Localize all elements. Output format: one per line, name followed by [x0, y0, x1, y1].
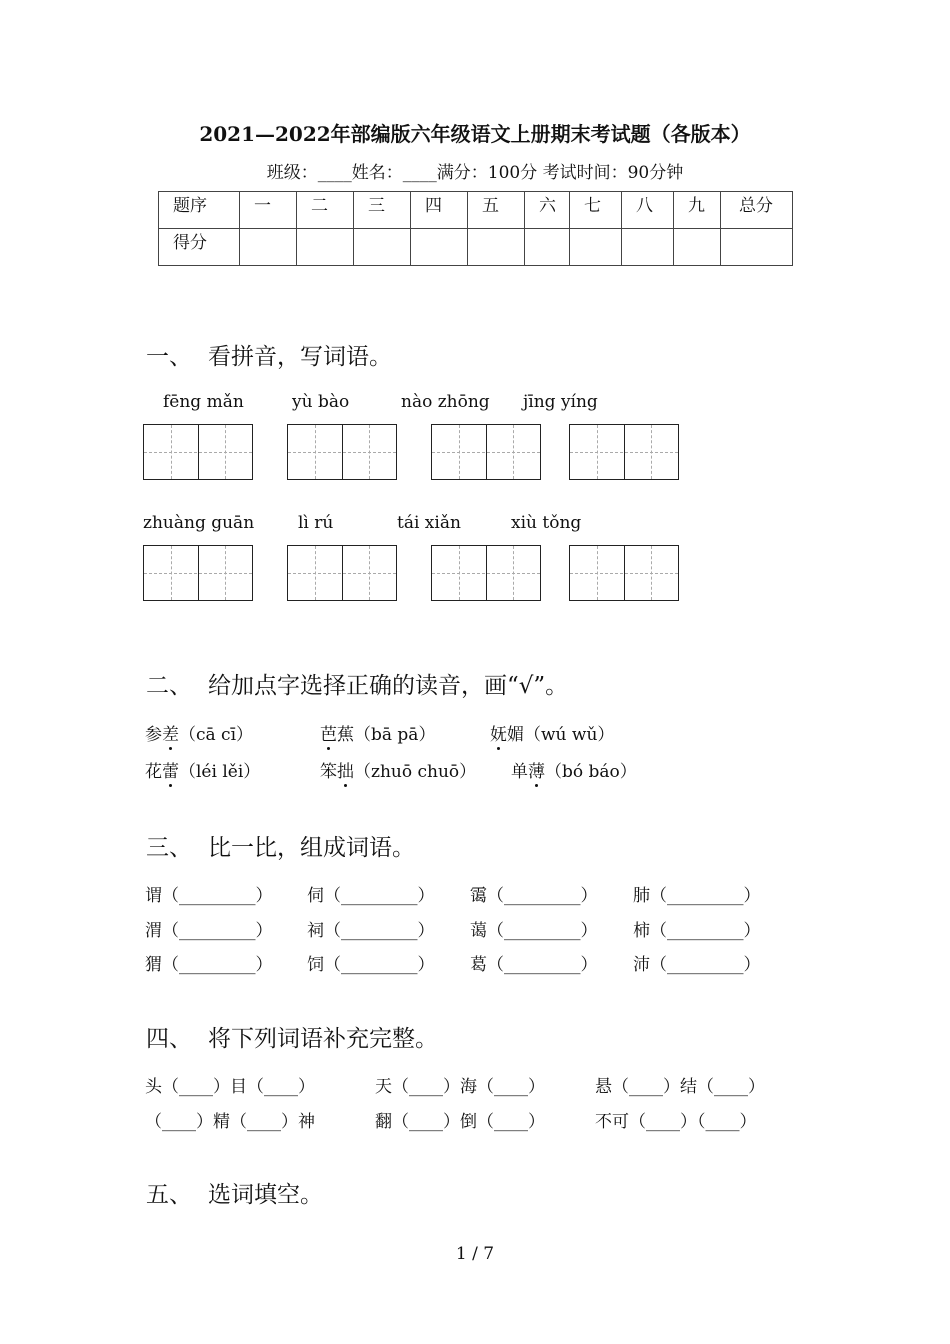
- section-number: 五、: [146, 1182, 192, 1208]
- fill-blank[interactable]: 翻（____）倒（____）: [375, 1112, 545, 1132]
- fill-blank[interactable]: 饲（_________）: [307, 955, 435, 975]
- dotted-char: 拙: [337, 757, 354, 782]
- page-title: 2021—2022年部编版六年级语文上册期末考试题（各版本）: [199, 122, 751, 146]
- score-cell[interactable]: [468, 229, 525, 266]
- fill-blank[interactable]: 猬（_________）: [145, 955, 273, 975]
- score-cell[interactable]: [525, 229, 570, 266]
- score-cell[interactable]: [721, 229, 793, 266]
- pinyin-label: nào zhōng: [401, 392, 490, 412]
- reading-item[interactable]: 妩媚（wú wǔ）: [490, 720, 614, 745]
- fill-blank[interactable]: 肺（_________）: [633, 886, 761, 906]
- section-number: 四、: [146, 1026, 192, 1052]
- table-cell: 五: [468, 192, 525, 229]
- pinyin-label: zhuàng guān: [143, 513, 255, 533]
- pinyin-label: tái xiǎn: [397, 513, 461, 533]
- fill-blank[interactable]: 不可（____）（____）: [595, 1112, 757, 1132]
- table-cell: 七: [570, 192, 622, 229]
- score-cell[interactable]: [622, 229, 674, 266]
- writing-grid[interactable]: [287, 424, 397, 480]
- fill-blank[interactable]: 霭（_________）: [470, 886, 598, 906]
- table-cell: 得分: [159, 229, 240, 266]
- reading-item[interactable]: 芭蕉（bā pā）: [320, 720, 435, 745]
- table-row: [159, 192, 793, 229]
- section-number: 三、: [146, 835, 192, 861]
- dotted-char: 薄: [528, 757, 545, 782]
- fill-blank[interactable]: 柿（_________）: [633, 921, 761, 941]
- section-5-heading: [146, 1176, 323, 1209]
- writing-grid[interactable]: [431, 424, 541, 480]
- fill-blank[interactable]: 悬（____）结（____）: [595, 1077, 765, 1097]
- dotted-char: 蕾: [162, 757, 179, 782]
- score-cell[interactable]: [240, 229, 297, 266]
- fill-blank[interactable]: 谓（_________）: [145, 886, 273, 906]
- score-cell[interactable]: [674, 229, 721, 266]
- fill-blank[interactable]: 葛（_________）: [470, 955, 598, 975]
- table-row: [159, 229, 793, 266]
- dotted-char: 芭: [320, 720, 337, 745]
- score-cell[interactable]: [411, 229, 468, 266]
- section-1-heading: [146, 338, 392, 371]
- table-cell: 三: [354, 192, 411, 229]
- page-number: 1 / 7: [455, 1244, 495, 1264]
- section-title: 将下列词语补充完整。: [208, 1026, 438, 1052]
- score-cell[interactable]: [570, 229, 622, 266]
- writing-grid[interactable]: [431, 545, 541, 601]
- fill-blank[interactable]: 天（____）海（____）: [375, 1077, 545, 1097]
- fill-blank[interactable]: 沛（_________）: [633, 955, 761, 975]
- pinyin-label: fēng mǎn: [163, 392, 244, 412]
- writing-grid[interactable]: [143, 545, 253, 601]
- table-cell: 四: [411, 192, 468, 229]
- fill-blank[interactable]: 头（____）目（____）: [145, 1077, 315, 1097]
- pinyin-label: lì rú: [298, 513, 334, 533]
- writing-grid[interactable]: [569, 424, 679, 480]
- pronunciation-options[interactable]: （cā cī）: [179, 725, 254, 745]
- score-table: [158, 191, 793, 266]
- score-cell[interactable]: [297, 229, 354, 266]
- score-cell[interactable]: [354, 229, 411, 266]
- fill-blank[interactable]: 祠（_________）: [307, 921, 435, 941]
- fill-blank[interactable]: 蔼（_________）: [470, 921, 598, 941]
- section-number: 二、: [146, 673, 192, 699]
- pinyin-label: jīng yíng: [523, 392, 598, 412]
- fill-blank[interactable]: （____）精（____）神: [145, 1112, 315, 1132]
- table-cell: 一: [240, 192, 297, 229]
- reading-item[interactable]: 花蕾（léi lěi）: [145, 757, 260, 782]
- reading-item[interactable]: 单薄（bó báo）: [511, 757, 637, 782]
- pinyin-label: yù bào: [292, 392, 350, 412]
- reading-item[interactable]: 笨拙（zhuō chuō）: [320, 757, 476, 782]
- pinyin-label: xiù tǒng: [511, 513, 582, 533]
- fill-blank[interactable]: 伺（_________）: [307, 886, 435, 906]
- section-title: 选词填空。: [208, 1182, 323, 1208]
- pronunciation-options[interactable]: （bó báo）: [545, 762, 637, 782]
- section-title: 比一比，组成词语。: [208, 835, 415, 861]
- section-title: 给加点字选择正确的读音，画“√”。: [208, 673, 569, 699]
- table-cell: 八: [622, 192, 674, 229]
- section-2-heading: [146, 667, 568, 700]
- writing-grid[interactable]: [287, 545, 397, 601]
- pronunciation-options[interactable]: （bā pā）: [354, 725, 436, 745]
- pronunciation-options[interactable]: （zhuō chuō）: [354, 762, 477, 782]
- exam-info: 班级：____姓名：____满分：100分 考试时间：90分钟: [266, 163, 684, 183]
- table-cell: 总分: [721, 192, 793, 229]
- writing-grid[interactable]: [143, 424, 253, 480]
- table-cell: 九: [674, 192, 721, 229]
- pronunciation-options[interactable]: （léi lěi）: [179, 762, 261, 782]
- writing-grid[interactable]: [569, 545, 679, 601]
- table-cell: 二: [297, 192, 354, 229]
- reading-item[interactable]: 参差（cā cī）: [145, 720, 253, 745]
- table-cell: 六: [525, 192, 570, 229]
- section-3-heading: [146, 829, 415, 862]
- dotted-char: 差: [162, 720, 179, 745]
- section-title: 看拼音，写词语。: [208, 344, 392, 370]
- section-4-heading: [146, 1020, 438, 1053]
- pronunciation-options[interactable]: （wú wǔ）: [524, 725, 615, 745]
- table-cell: 题序: [159, 192, 240, 229]
- fill-blank[interactable]: 渭（_________）: [145, 921, 273, 941]
- section-number: 一、: [146, 344, 192, 370]
- dotted-char: 妩: [490, 720, 507, 745]
